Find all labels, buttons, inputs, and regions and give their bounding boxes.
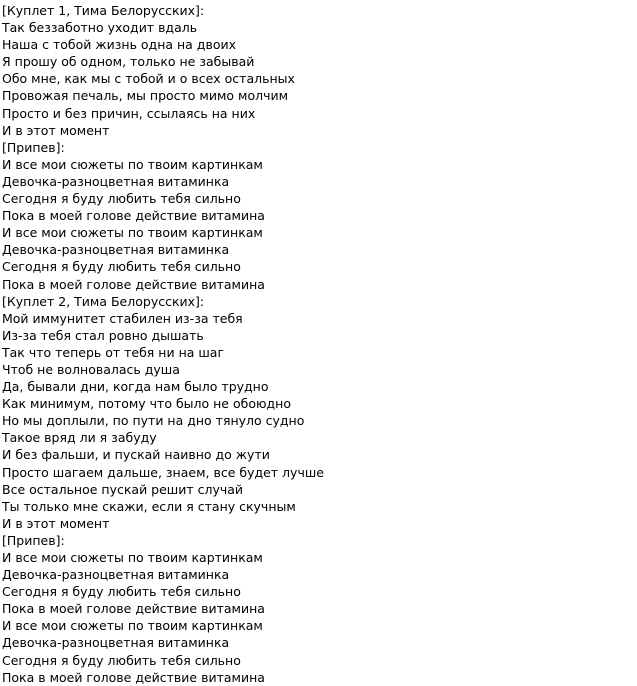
lyrics-line: Девочка-разноцветная витаминка [2, 242, 230, 258]
lyrics-line: Так беззаботно уходит вдаль [2, 20, 198, 36]
lyrics-line: Я прошу об одном, только не забывай [2, 54, 255, 70]
lyrics-line: Все остальное пускай решит случай [2, 481, 244, 497]
lyrics-line: Ты только мне скажи, если я стану скучным [2, 498, 296, 514]
lyrics-line: И без фальши, и пускай наивно до жути [2, 447, 270, 463]
lyrics-line: И все мои сюжеты по твоим картинкам [2, 225, 263, 241]
lyrics-line: И все мои сюжеты по твоим картинкам [2, 618, 263, 634]
lyrics-line: Сегодня я буду любить тебя сильно [2, 652, 241, 668]
lyrics-line: Наша с тобой жизнь одна на двоих [2, 37, 236, 53]
lyrics-line: Такое вряд ли я забуду [2, 430, 157, 446]
lyrics-line: Провожая печаль, мы просто мимо молчим [2, 88, 289, 104]
lyrics-line: Сегодня я буду любить тебя сильно [2, 584, 241, 600]
lyrics-line: Сегодня я буду любить тебя сильно [2, 191, 241, 207]
lyrics-line: Да, бывали дни, когда нам было трудно [2, 379, 269, 395]
lyrics-line: [Припев]: [2, 139, 65, 155]
lyrics-line: Пока в моей голове действие витамина [2, 276, 265, 292]
lyrics-line: Обо мне, как мы с тобой и о всех остальных [2, 71, 295, 87]
lyrics-line: И все мои сюжеты по твоим картинкам [2, 156, 263, 172]
lyrics-line: Просто шагаем дальше, знаем, все будет лучше [2, 464, 324, 480]
lyrics-line: Пока в моей голове действие витамина [2, 601, 265, 617]
lyrics-line: Пока в моей голове действие витамина [2, 208, 265, 224]
lyrics-line: И в этот момент [2, 515, 110, 531]
lyrics-line: Пока в моей голове действие витамина [2, 669, 265, 685]
lyrics-line: Но мы доплыли, по пути на дно тянуло судно [2, 413, 305, 429]
lyrics-line: Сегодня я буду любить тебя сильно [2, 259, 241, 275]
lyrics-line: Из-за тебя стал ровно дышать [2, 327, 204, 343]
lyrics-line: Так что теперь от тебя ни на шаг [2, 344, 225, 360]
lyrics-line: [Куплет 1, Тима Белорусских]: [2, 3, 205, 18]
lyrics-line: Просто и без причин, ссылаясь на них [2, 105, 256, 121]
lyrics-line: И все мои сюжеты по твоим картинкам [2, 550, 263, 565]
lyrics-line: Девочка-разноцветная витаминка [2, 567, 230, 583]
lyrics-line: Чтоб не волновалась душа [2, 361, 180, 377]
lyrics-line: Мой иммунитет стабилен из-за тебя [2, 310, 243, 326]
lyrics-line: [Припев]: [2, 532, 65, 548]
lyrics-line: [Куплет 2, Тима Белорусских]: [2, 293, 205, 309]
lyrics-line: Как минимум, потому что было не обоюдно [2, 396, 291, 412]
lyrics-line: И в этот момент [2, 122, 110, 138]
lyrics-line: Девочка-разноцветная витаминка [2, 635, 230, 651]
lyrics-line: Девочка-разноцветная витаминка [2, 173, 230, 189]
